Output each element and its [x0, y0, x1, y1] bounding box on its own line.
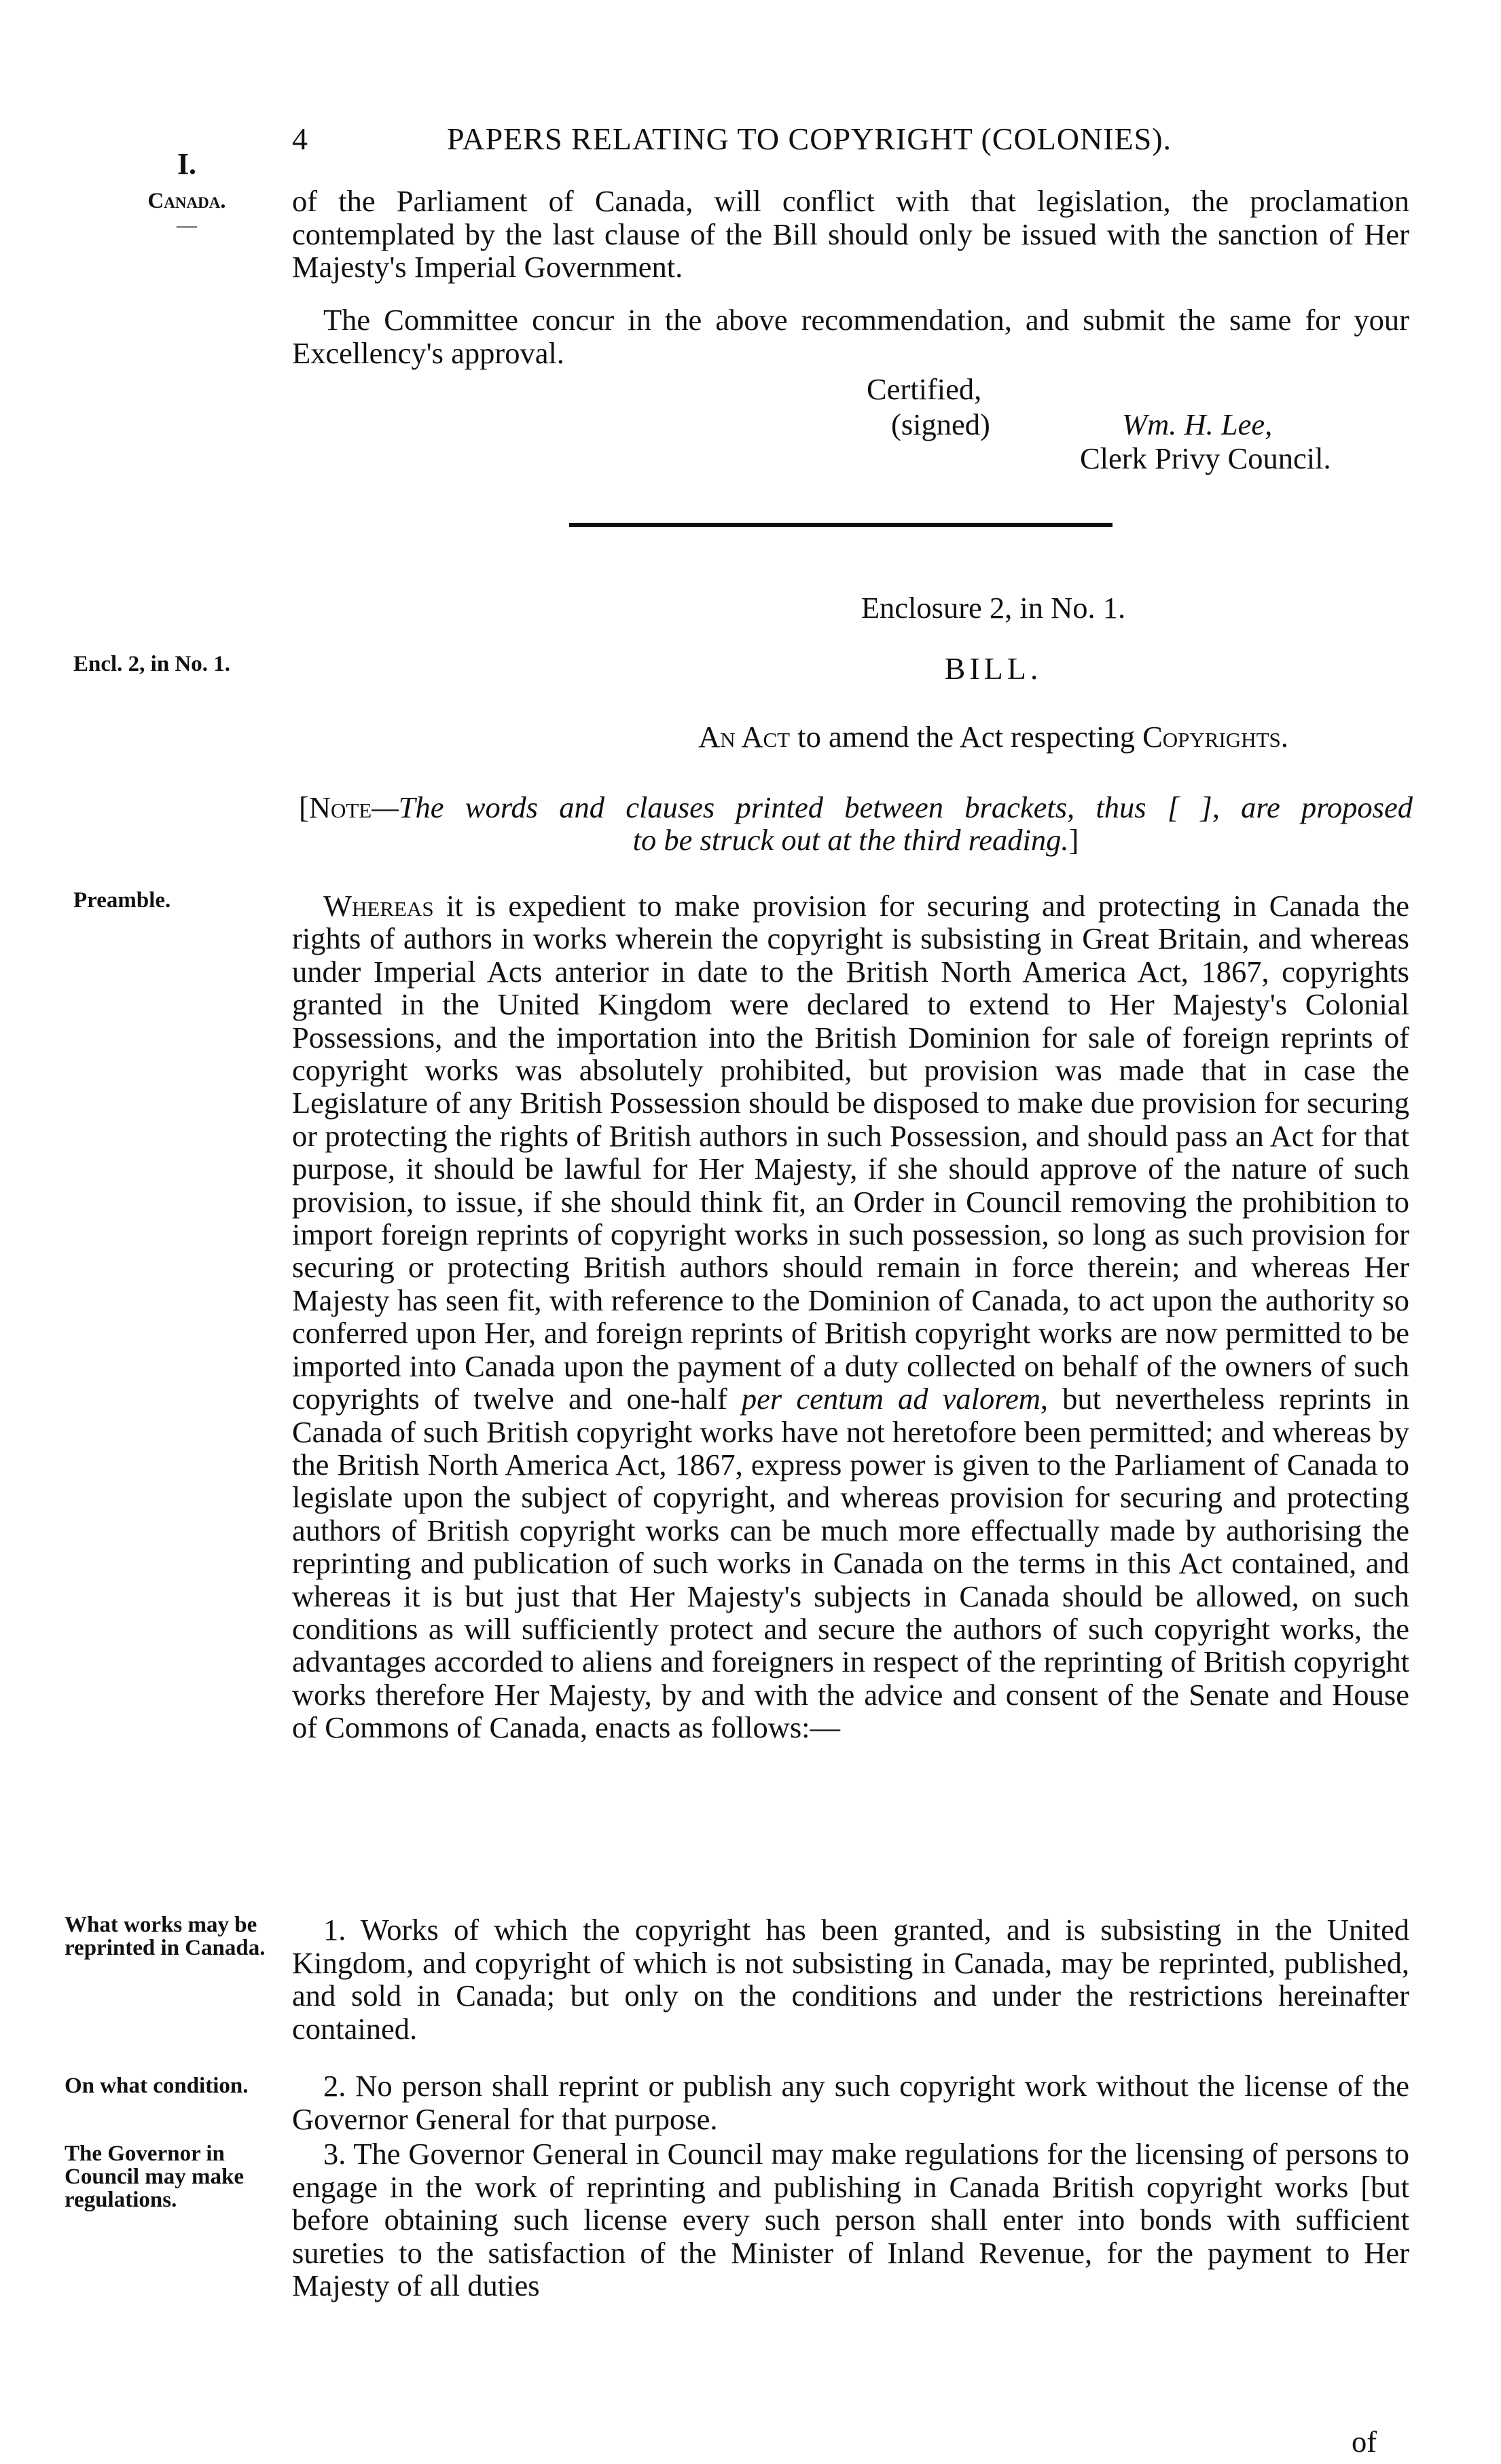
clause-3: 3. The Governor General in Council may make regulations for the licensing of persons to engage in the work of reprinting and publishing in Canada British copyright works [but before obtaining such license every such person shall enter into bonds with sufficient sureties to the satisfaction of the Minister of Inland Revenue, for the payment to Her Majesty of all duties [292, 2137, 1409, 2302]
section-dash: — [177, 214, 197, 236]
editorial-note [299, 791, 1413, 856]
enclosure-side-note: Encl. 2, in No. 1. [73, 652, 231, 676]
catchword: of [1352, 2425, 1377, 2459]
bill-heading: BILL. [944, 651, 1043, 686]
clause3-side-note-line: Council may make [65, 2165, 244, 2189]
act-title-subject: Copyrights [1142, 720, 1281, 754]
preamble-side-note: Preamble. [73, 888, 171, 913]
running-title: PAPERS RELATING TO COPYRIGHT (COLONIES). [447, 122, 1172, 156]
section-divider [569, 523, 1113, 527]
clause-1: 1. Works of which the copyright has been granted, and is subsisting in the United Kingdom, and copyright of which is not subsisting in Canada, may be reprinted, published, and sold in Canada; but only on the conditions and under the restrictions hereinafter contained. [292, 1913, 1409, 2046]
signatory-office: Clerk Privy Council. [1080, 441, 1331, 475]
preamble-text-a: it is expedient to make provision for securing and protecting in Canada the rights of authors in works wherein the copyright is subsisting in Great Britain, and whereas under Imperial Acts anterior in date to the British North America Act, 1867, copyrights granted in the United Kingdom were declared to extend to Her Majesty's Colonial Possessions, and the importation into the British Dominion for sale of foreign reprints of copyright works was absolutely prohibited, but provision was made that in case the Legislature of any British Possession should be disposed to make due provision for securing or protecting the rights of British authors in such Possession, and should pass an Act for that purpose, it should be lawful for Her Majesty, if she should approve of the nature of such provision, to issue, if she should think fit, an Order in Council removing the prohibition to import foreign reprints of copyright works in such possession, so long as such provision for securing or protecting British authors should remain in force therein; and whereas Her Majesty has seen fit, with reference to the Dominion of Canada, to act upon the authority so conferred upon Her, and foreign reprints of British copyright works are now permitted to be imported into Canada upon the payment of a duty collected on behalf of the owners of such copyrights of twelve and one-half [292, 889, 1409, 1416]
section-number: I. [177, 147, 197, 181]
clause2-side-note: On what condition. [65, 2074, 249, 2098]
act-title-prefix: An Act [698, 720, 791, 754]
preamble-paragraph [292, 889, 1409, 1744]
clause3-side-note [65, 2142, 244, 2211]
act-title [435, 720, 1501, 754]
note-open-bracket: [ [299, 790, 309, 824]
clause1-side-note-line: What works may be [65, 1913, 257, 1937]
certified-text: Certified, [867, 372, 982, 406]
preamble-text-b: , but nevertheless reprints in Canada of such British copyright works have not heretofore been permitted; and whereas by the British North America Act, 1867, express power is given to the Parliament of Canada to legislate upon the subject of copyright, and whereas provision for securing and protecting authors of British copyright works can be much more effectually made by authorising the reprinting and publication of such works in Canada on the terms in this Act contained, and whereas it is but just that Her Majesty's subjects in Canada should be allowed, on such conditions as will sufficiently protect and secure the authors of such copyright works, the advantages accorded to aliens and foreigners in respect of the reprinting of British copyright works therefore Her Majesty, by and with the advice and consent of the Senate and House of Commons of Canada, enacts as follows:— [292, 1382, 1409, 1745]
act-title-end: . [1280, 720, 1288, 754]
signatory-name: Wm. H. Lee, [1122, 407, 1273, 441]
section-label: Canada. [147, 189, 226, 213]
page-number: 4 [292, 122, 308, 156]
continued-paragraph: of the Parliament of Canada, will conflict with that legislation, the proclamation contemplated by the last clause of the Bill should only be issued with the sanction of Her Majesty's Imperial Government. [292, 184, 1409, 284]
act-title-middle: to amend the Act respecting [790, 720, 1143, 754]
note-label: Note [308, 790, 372, 824]
running-head [292, 121, 1406, 162]
preamble-latin: per centum ad valorem [741, 1382, 1041, 1416]
clause3-side-note-line: The Governor in [65, 2141, 225, 2166]
enclosure-heading: Enclosure 2, in No. 1. [861, 591, 1126, 625]
clause3-side-note-line: regulations. [65, 2188, 177, 2212]
committee-paragraph: The Committee concur in the above recommendation, and submit the same for your Excellency's approval. [292, 303, 1409, 370]
note-text-line1: —The words and clauses printed between brackets, thus [ ], are proposed [372, 790, 1413, 824]
preamble-whereas: Whereas [323, 889, 434, 923]
clause1-side-note-line: reprinted in Canada. [65, 1936, 266, 1960]
clause1-side-note [65, 1913, 266, 1960]
signed-text: (signed) [891, 407, 990, 441]
clause-2: 2. No person shall reprint or publish any such copyright work without the license of the Governor General for that purpose. [292, 2069, 1409, 2136]
note-close-bracket: ] [1068, 823, 1079, 857]
note-text-line2: to be struck out at the third reading. [632, 823, 1069, 857]
